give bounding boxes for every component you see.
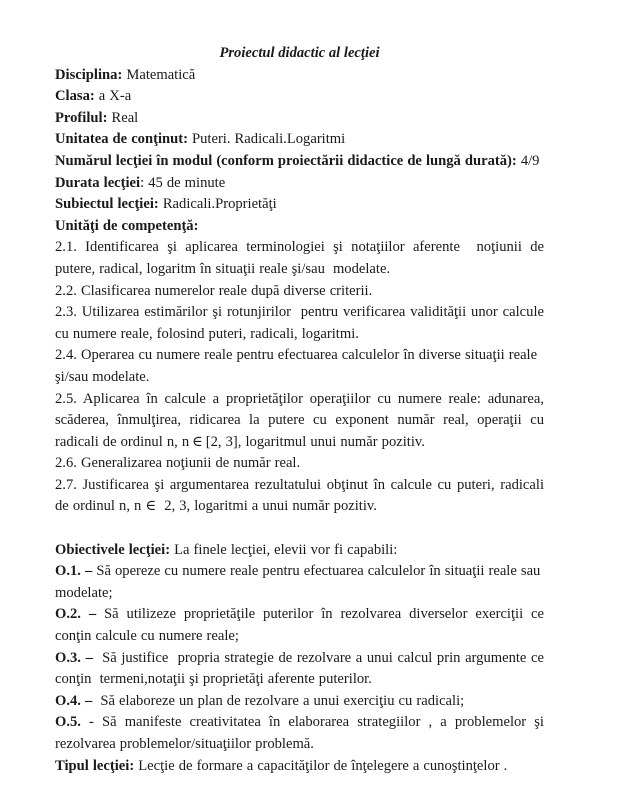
text-run: - Să manifeste creativitatea în elaborarea strategiilor , a problemelor şi rezolvarea problemelor/situaţiilor problemă. [55,714,544,752]
objective-o1 [55,561,544,604]
text-run: Lecţie de formare a capacităţilor de înţelegere a cunoştinţelor . [134,757,508,774]
field-tipul-lectiei [55,756,544,778]
competence-2-4 [55,345,544,388]
field-durata-lectiei [55,173,544,195]
text-run: Real [107,109,139,126]
text-run: Să opereze cu numere reale pentru efectuarea calculelor în situaţii reale sau modelate; [55,563,541,601]
text-run: O.4. – [55,692,93,709]
text-run: La finele lecţiei, elevii vor fi capabili: [170,541,398,558]
text-run: O.3. – [55,649,93,666]
text-run: Matematică [122,66,196,83]
objective-o3 [55,648,544,691]
document-title: Proiectul didactic al lecţiei [219,45,380,61]
heading-unitati-de-competenta [55,216,544,238]
text-run: a X-a [94,88,132,105]
spacer-line [55,518,544,540]
text-run: Obiectivele lecţiei: [55,541,171,558]
text-run: 2.3. Utilizarea estimărilor şi rotunjirilor pentru verificarea validităţii unor calcule cu numere reale, folosind puteri, radicali, logaritmi. [55,304,544,342]
field-subiectul-lectiei [55,194,544,216]
text-run: Să elaboreze un plan de rezolvare a unui exerciţiu cu radicali; [92,692,465,709]
objective-o5 [55,712,544,755]
text-run: Durata lecţiei [55,174,141,191]
text-run: Subiectul lecţiei: [55,196,159,213]
text-run: 2.2. Clasificarea numerelor reale după diverse criterii. [55,282,373,299]
text-run: 2.4. Operarea cu numere reale pentru efectuarea calculelor în diverse situaţii reale şi/sau modelate. [55,347,538,385]
heading-obiectivele-lectiei [55,540,544,562]
competence-2-1 [55,237,544,280]
competence-2-6 [55,453,544,475]
text-run: O.5. [55,714,81,731]
text-run: Unităţi de competenţă: [55,217,199,234]
text-run: O.1. – [55,563,93,580]
competence-2-3 [55,302,544,345]
text-run: Tipul lecţiei: [55,757,135,774]
field-clasa [55,86,544,108]
field-disciplina [55,65,544,87]
text-run: Numărul lecţiei în modul (conform proiectării didactice de lungă durată): [55,152,517,169]
document-body [55,65,544,778]
text-run: Puteri. Radicali.Logaritmi [187,131,346,148]
objective-o4 [55,691,544,713]
text-run: Să justifice propria strategie de rezolvare a unui calcul prin argumente ce conţin termeni,notaţii şi proprietăţi aferente puterilor. [55,649,544,688]
text-run: Să utilizeze proprietăţile puterilor în rezolvarea diverselor exerciţii ce conţin calcule cu numere reale; [55,606,544,645]
text-run: Profilul: [55,109,108,126]
text-run: Disciplina: [55,66,123,83]
text-run: 2.5. Aplicarea în calcule a proprietăţilor operaţiilor cu numere reale: adunarea, scăderea, înmulţirea, ridicarea la putere cu exponent număr real, operaţii cu radicali de ordinul n, n ∈ [2, 3], logaritmul unui număr pozitiv. [55,390,544,450]
text-run: : 45 de minute [140,174,226,191]
text-run: Radicali.Proprietăţi [158,196,277,213]
text-run: 2.6. Generalizarea noţiunii de număr real. [55,455,301,472]
text-run: Clasa: [55,88,95,105]
text-run: O.2. – [55,606,97,623]
competence-2-5 [55,389,544,454]
field-profilul [55,108,544,130]
text-run: 2.1. Identificarea şi aplicarea terminologiei şi notaţiilor aferente noţiunii de putere, radical, logaritm în situaţii reale şi/sau modelate. [55,239,544,277]
objective-o2 [55,604,544,647]
text-run: 2.7. Justificarea şi argumentarea rezultatului obţinut în calcule cu puteri, radicali de ordinul n, n ∈ 2, 3, logaritmi a unui număr pozitiv. [55,476,544,515]
text-run: Unitatea de conţinut: [55,131,188,148]
field-numarul-lectiei [55,151,544,173]
field-unitatea-de-continut [55,129,544,151]
competence-2-7 [55,475,544,518]
competence-2-2 [55,281,544,303]
text-run: 4/9 [516,152,540,169]
